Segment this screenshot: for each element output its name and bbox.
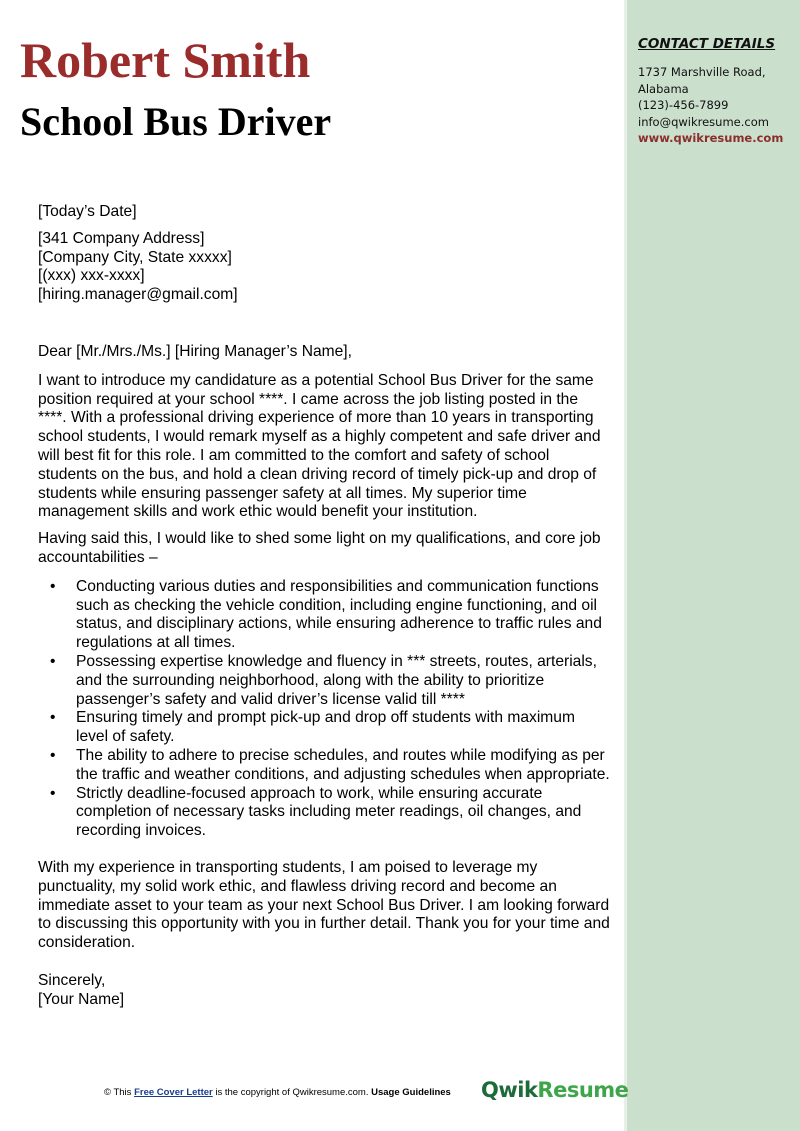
duty-item: • Ensuring timely and prompt pick-up and drop off students with maximum level of safety.	[76, 709, 610, 747]
duties-list	[38, 578, 610, 841]
duty-item: • Conducting various duties and responsibilities and communication functions such as checking the vehicle condition, including engine functioning, and oil status, and disciplinary actions, while ensuring adherence to traffic rules and regulations at all times.	[76, 578, 610, 653]
usage-guidelines-link[interactable]: Usage Guidelines	[371, 1087, 451, 1098]
recipient-phone: [(xxx) xxx-xxxx]	[38, 267, 145, 285]
letter-date: [Today’s Date]	[38, 203, 137, 220]
salutation: Dear [Mr./Mrs./Ms.] [Hiring Manager’s Name],	[38, 342, 352, 360]
contact-website[interactable]: www.qwikresume.com	[638, 131, 784, 145]
qwikresume-logo[interactable]	[481, 1078, 628, 1102]
contact-address-line1: 1737 Marshville Road,	[638, 65, 766, 79]
recipient-email: [hiring.manager@gmail.com]	[38, 286, 238, 304]
applicant-name: Robert Smith	[20, 32, 311, 88]
duty-item: • The ability to adhere to precise schedules, and routes while modifying as per the traffic and weather conditions, and adjusting schedules when appropriate.	[76, 747, 610, 785]
job-title: School Bus Driver	[20, 99, 332, 144]
paragraph-qualifications: Having said this, I would like to shed some light on my qualifications, and core job accountabilities –	[38, 530, 601, 566]
logo-part-resume: Resume	[537, 1078, 629, 1102]
closing: Sincerely,	[38, 971, 106, 989]
duty-item: • Possessing expertise knowledge and fluency in *** streets, routes, arterials, and the surrounding neighborhood, along with the ability to prioritize passenger’s safety and valid driver’s license valid till ****	[76, 653, 610, 709]
footer-text-after: is the copyright of Qwikresume.com.	[215, 1087, 369, 1098]
contact-title: CONTACT DETAILS	[638, 36, 776, 52]
copyright-footer	[104, 1087, 451, 1098]
duty-item: • Strictly deadline-focused approach to work, while ensuring accurate completion of necessary tasks including meter readings, oil changes, and recording invoices.	[76, 785, 610, 841]
paragraph-closing: With my experience in transporting students, I am poised to leverage my punctuality, my solid work ethic, and flawless driving record and become an immediate asset to your team as your next School Bus Driver. I am looking forward to discussing this opportunity with you in further detail. Thank you for your time and consideration.	[38, 858, 610, 952]
logo-part-qwik: Qwik	[481, 1078, 538, 1102]
footer-text-before: This	[113, 1087, 132, 1098]
recipient-address: [341 Company Address]	[38, 229, 205, 247]
paragraph-intro: I want to introduce my candidature as a potential School Bus Driver for the same position required at your school ****. I came across the job listing posted in the ****. With a professional driving experience of more than 10 years in transporting school students, I would remark myself as a highly competent and safe driver and will best fit for this role. I am committed to the comfort and safety of school students on the bus, and hold a clean driving record of timely pick-up and drop of students while ensuring passenger safety at all times. My superior time management skills and work ethic would benefit your institution.	[38, 371, 601, 521]
contact-email[interactable]: info@qwikresume.com	[638, 114, 769, 129]
cover-letter-body	[38, 203, 610, 1009]
contact-phone: (123)-456-7899	[638, 98, 729, 112]
copyright-icon: ©	[104, 1087, 111, 1098]
signature: [Your Name]	[38, 990, 125, 1008]
contact-details	[638, 36, 788, 147]
recipient-city: [Company City, State xxxxx]	[38, 248, 232, 266]
free-cover-letter-link[interactable]: Free Cover Letter	[134, 1087, 213, 1098]
contact-address-line2: Alabama	[638, 81, 689, 96]
contact-sidebar	[624, 0, 800, 1131]
